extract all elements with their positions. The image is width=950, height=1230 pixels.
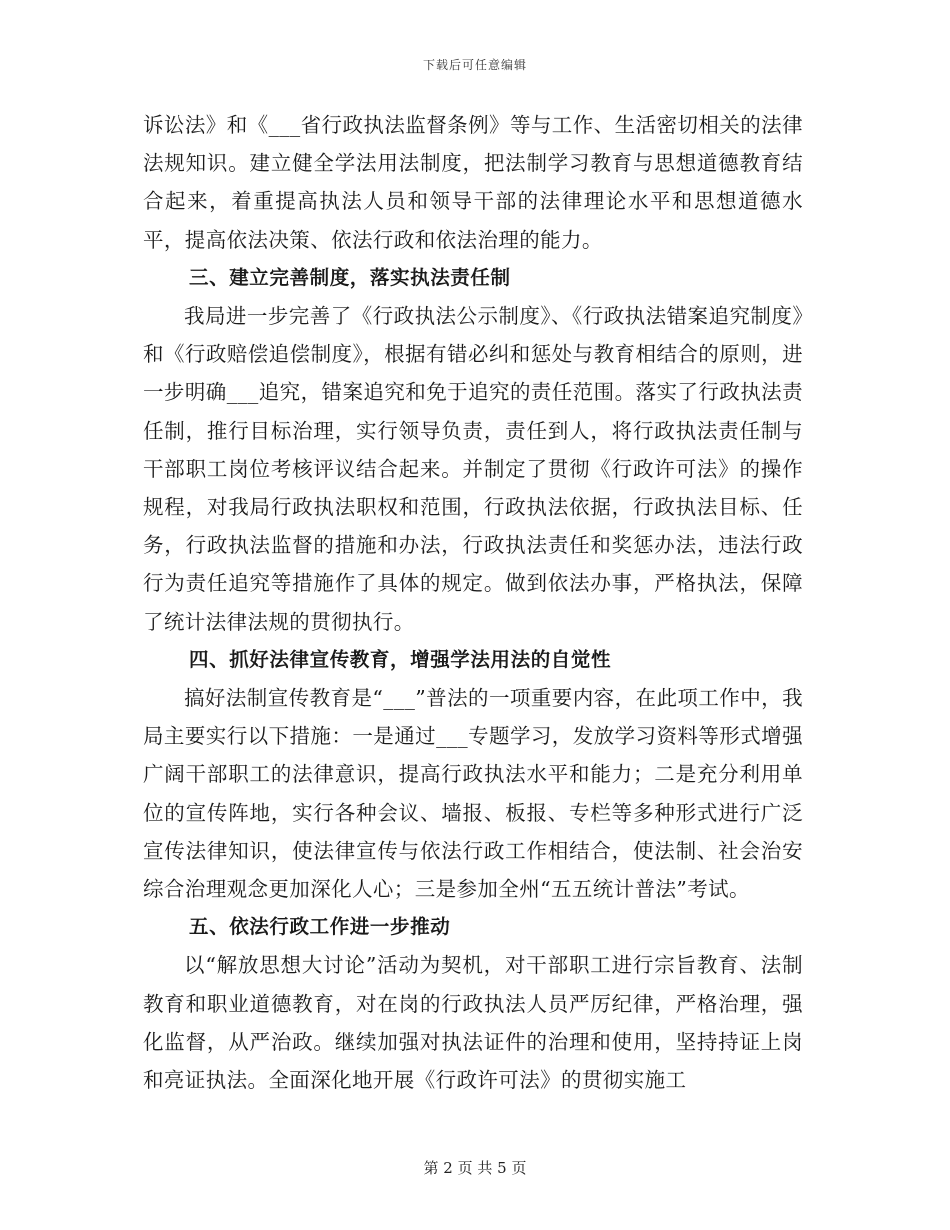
page-number-footer: 第 2 页 共 5 页 bbox=[423, 1159, 527, 1177]
paragraph-section-4: 搞好法制宣传教育是“___”普法的一项重要内容，在此项工作中，我局主要实行以下措施：一是通过___专题学习，发放学习资料等形式增强广阔干部职工的法律意识，提高行政执法水平和能力；二是充分利用单位的宣传阵地，实行各种会议、墙报、板报、专栏等多种形式进行广泛宣传法律知识，使法律宣传与依法行政工作相结合，使法制、社会治安综合治理观念更加深化人心；三是参加全州“五五统计普法”考试。 bbox=[143, 686, 803, 902]
section-heading-4: 四、抓好法律宣传教育，增强学法用法的自觉性 bbox=[189, 647, 612, 671]
section-heading-5: 五、依法行政工作进一步推动 bbox=[189, 915, 451, 939]
paragraph-section-3: 我局进一步完善了《行政执法公示制度》、《行政执法错案追究制度》和《行政赔偿追偿制度》，根据有错必纠和惩处与教育相结合的原则，进一步明确___追究，错案追究和免于追究的责任范围。落实了行政执法责任制，推行目标治理，实行领导负责，责任到人，将行政执法责任制与干部职工岗位考核评议结合起来。并制定了贯彻《行政许可法》的操作规程，对我局行政执法职权和范围，行政执法依据，行政执法目标、任务，行政执法监督的措施和办法，行政执法责任和奖惩办法，违法行政行为责任追究等措施作了具体的规定。做到依法办事，严格执法，保障了统计法律法规的贯彻执行。 bbox=[143, 304, 803, 634]
paragraph-section-5: 以“解放思想大讨论”活动为契机，对干部职工进行宗旨教育、法制教育和职业道德教育，对在岗的行政执法人员严厉纪律，严格治理，强化监督，从严治政。继续加强对执法证件的治理和使用，坚持持证上岗和亮证执法。全面深化地开展《行政许可法》的贯彻实施工 bbox=[143, 953, 803, 1093]
paragraph-continued: 诉讼法》和《___省行政执法监督条例》等与工作、生活密切相关的法律法规知识。建立健全学法用法制度，把法制学习教育与思想道德教育结合起来，着重提高执法人员和领导干部的法律理论水平和思想道德水平，提高依法决策、依法行政和依法治理的能力。 bbox=[143, 113, 803, 252]
document-body bbox=[143, 106, 803, 1099]
section-heading-3: 三、建立完善制度，落实执法责任制 bbox=[189, 265, 511, 289]
page-header: 下载后可任意编辑 bbox=[422, 58, 527, 72]
